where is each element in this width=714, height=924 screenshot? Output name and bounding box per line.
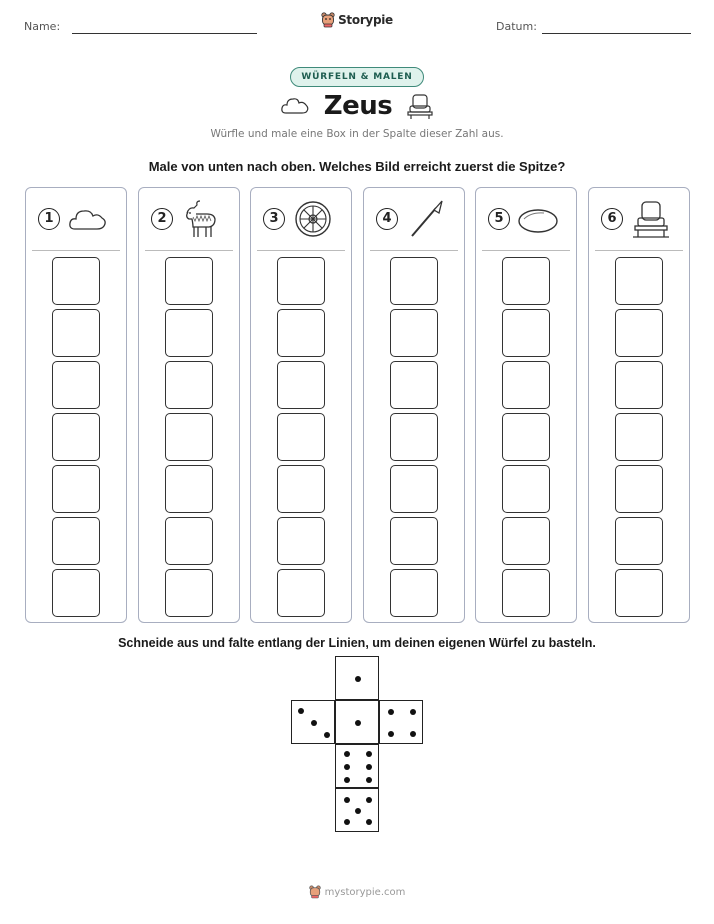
goat-icon	[179, 199, 223, 239]
die-pip	[366, 751, 372, 757]
die-pip	[355, 808, 361, 814]
column-number: 1	[38, 208, 60, 230]
color-box[interactable]	[502, 569, 550, 617]
die-face-4	[379, 700, 423, 744]
column-1	[25, 187, 127, 623]
die-pip	[388, 731, 394, 737]
color-box[interactable]	[165, 517, 213, 565]
column-number: 5	[488, 208, 510, 230]
column-4	[363, 187, 465, 623]
column-2	[138, 187, 240, 623]
color-box[interactable]	[52, 413, 100, 461]
column-number: 3	[263, 208, 285, 230]
coloring-instruction: Male von unten nach oben. Welches Bild erreicht zuerst die Spitze?	[148, 159, 566, 174]
die-pip	[344, 797, 350, 803]
shield-icon	[291, 199, 335, 239]
die-pip	[311, 720, 317, 726]
storypie-mascot-icon	[321, 12, 335, 28]
column-number: 2	[151, 208, 173, 230]
color-box[interactable]	[390, 309, 438, 357]
color-box[interactable]	[277, 309, 325, 357]
column-5	[475, 187, 577, 623]
color-box[interactable]	[615, 413, 663, 461]
activity-badge: WÜRFELN & MALEN	[290, 67, 423, 87]
column-divider	[32, 250, 120, 251]
color-box[interactable]	[615, 361, 663, 409]
color-box[interactable]	[165, 257, 213, 305]
column-divider	[595, 250, 683, 251]
color-box[interactable]	[390, 361, 438, 409]
column-number: 4	[376, 208, 398, 230]
color-box[interactable]	[390, 517, 438, 565]
footer-url: mystorypie.com	[324, 886, 406, 898]
footer	[0, 885, 714, 904]
die-face-1	[335, 656, 379, 700]
color-box[interactable]	[502, 309, 550, 357]
throne-icon	[629, 199, 673, 239]
column-divider	[482, 250, 570, 251]
color-box[interactable]	[277, 413, 325, 461]
color-box[interactable]	[615, 309, 663, 357]
die-pip	[344, 819, 350, 825]
die-pip	[366, 764, 372, 770]
color-box[interactable]	[615, 257, 663, 305]
color-box[interactable]	[502, 465, 550, 513]
color-box[interactable]	[52, 569, 100, 617]
die-face-6	[335, 744, 379, 788]
column-3	[250, 187, 352, 623]
color-box[interactable]	[502, 257, 550, 305]
name-line	[72, 33, 257, 34]
die-pip	[366, 797, 372, 803]
column-number: 6	[601, 208, 623, 230]
throne-icon	[406, 92, 434, 120]
die-pip	[410, 731, 416, 737]
die-face-1	[335, 700, 379, 744]
die-pip	[366, 777, 372, 783]
color-box[interactable]	[615, 517, 663, 565]
die-pip	[344, 777, 350, 783]
color-box[interactable]	[52, 309, 100, 357]
color-box[interactable]	[165, 465, 213, 513]
die-pip	[355, 676, 361, 682]
column-divider	[257, 250, 345, 251]
brand-name: Storypie	[338, 13, 393, 27]
spear-icon	[404, 199, 448, 239]
color-box[interactable]	[615, 465, 663, 513]
color-box[interactable]	[277, 257, 325, 305]
color-box[interactable]	[390, 465, 438, 513]
stone-icon	[516, 199, 560, 239]
color-box[interactable]	[390, 413, 438, 461]
cloud-icon	[66, 199, 110, 239]
die-pip	[355, 720, 361, 726]
die-pip	[324, 732, 330, 738]
column-divider	[370, 250, 458, 251]
cloud-icon	[280, 95, 310, 117]
color-box[interactable]	[165, 309, 213, 357]
color-box[interactable]	[390, 257, 438, 305]
color-box[interactable]	[52, 257, 100, 305]
page-title: Zeus	[323, 91, 393, 121]
color-box[interactable]	[52, 465, 100, 513]
die-pip	[388, 709, 394, 715]
color-box[interactable]	[165, 413, 213, 461]
die-face-5	[335, 788, 379, 832]
die-face-3	[291, 700, 335, 744]
date-line	[542, 33, 691, 34]
color-box[interactable]	[390, 569, 438, 617]
die-pip	[410, 709, 416, 715]
color-box[interactable]	[277, 361, 325, 409]
column-divider	[145, 250, 233, 251]
storypie-mascot-icon	[309, 885, 321, 899]
die-pip	[344, 764, 350, 770]
color-box[interactable]	[502, 517, 550, 565]
color-box[interactable]	[165, 569, 213, 617]
color-box[interactable]	[277, 569, 325, 617]
subtitle: Würfle und male eine Box in der Spalte dieser Zahl aus.	[210, 128, 504, 140]
name-label: Name:	[24, 20, 61, 33]
date-label: Datum:	[496, 20, 537, 33]
die-pip	[366, 819, 372, 825]
storypie-logo	[0, 12, 714, 33]
color-box[interactable]	[277, 517, 325, 565]
die-pip	[344, 751, 350, 757]
color-box[interactable]	[615, 569, 663, 617]
color-box[interactable]	[52, 361, 100, 409]
color-box[interactable]	[277, 465, 325, 513]
color-box[interactable]	[165, 361, 213, 409]
color-box[interactable]	[52, 517, 100, 565]
die-pip	[298, 708, 304, 714]
color-box[interactable]	[502, 361, 550, 409]
column-6	[588, 187, 690, 623]
cut-instruction: Schneide aus und falte entlang der Linien, um deinen eigenen Würfel zu basteln.	[118, 636, 596, 650]
color-box[interactable]	[502, 413, 550, 461]
